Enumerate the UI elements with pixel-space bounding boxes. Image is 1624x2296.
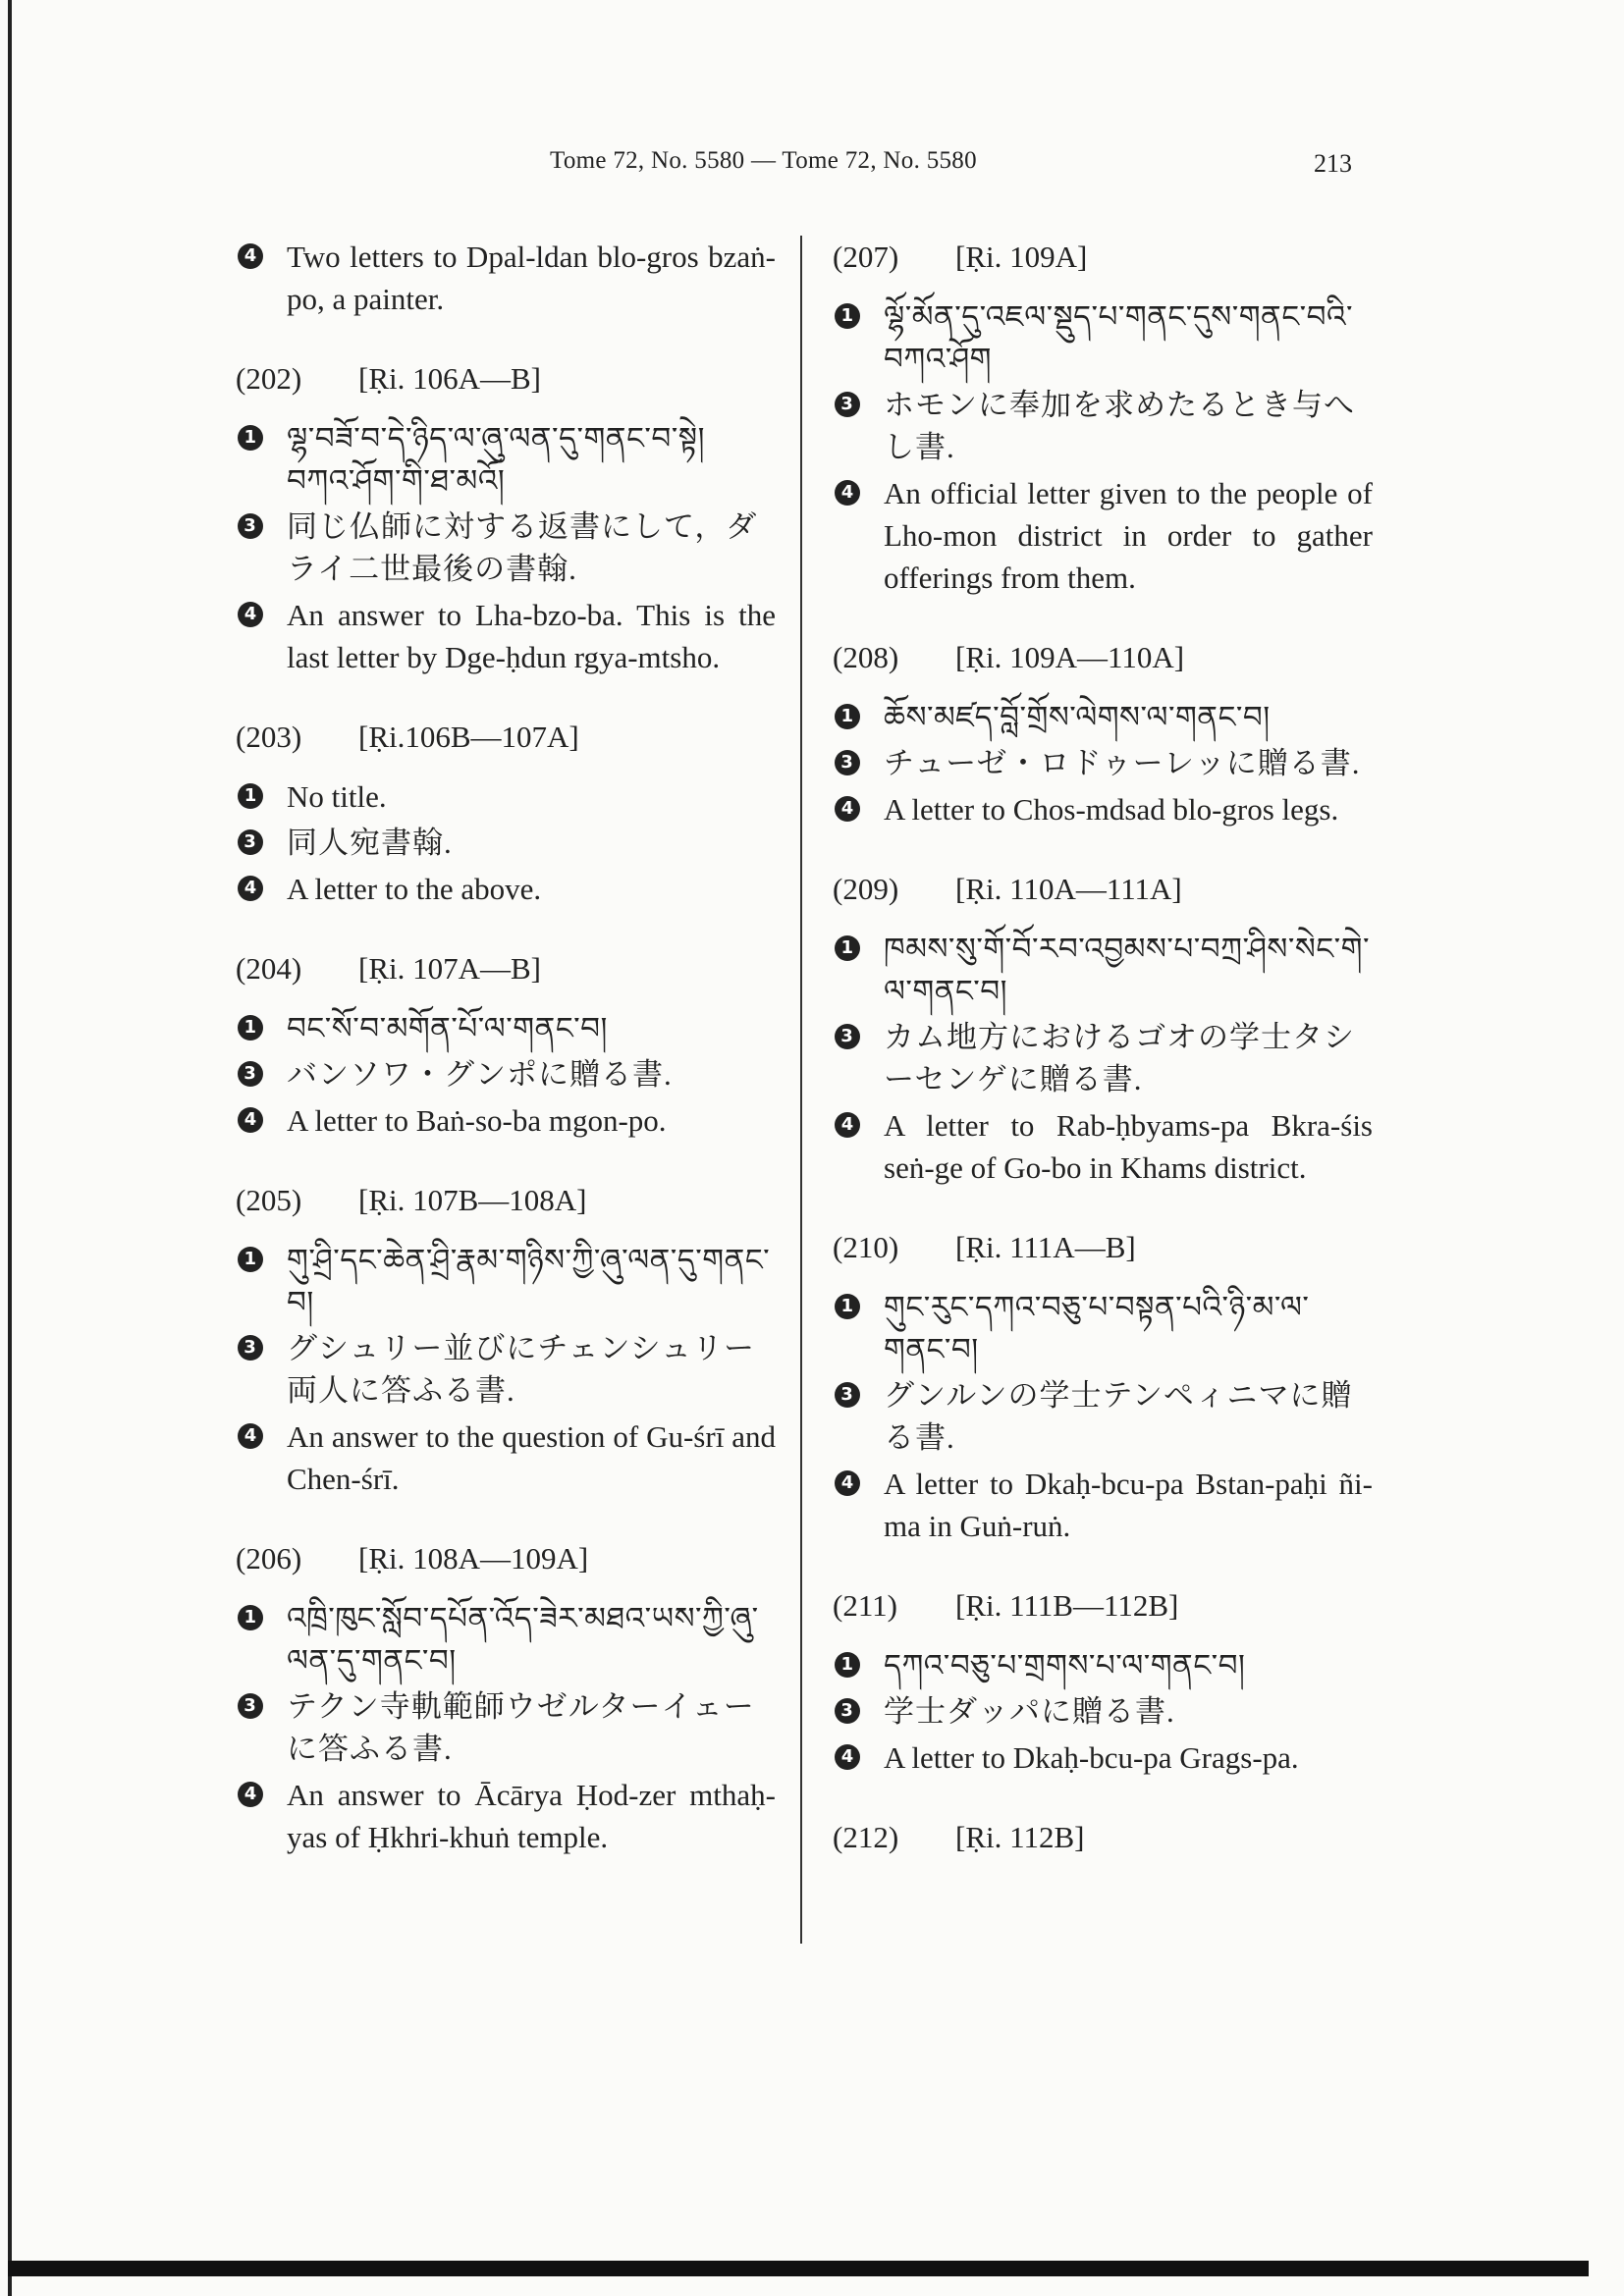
entry-reference: [Ṛi. 110A—111A] — [955, 872, 1182, 906]
entry-line-text: A letter to Chos-mdsad blo-gros legs. — [884, 792, 1339, 827]
catalog-entry — [236, 1179, 776, 1500]
bottom-rule — [8, 2261, 1589, 2276]
circled-number-marker: 3 — [835, 1698, 860, 1724]
entry-reference: [Ṛi. 112B] — [955, 1820, 1085, 1854]
entry-line — [833, 1016, 1373, 1100]
entry-line-text: འཁྲི་ཁུང་སློབ་དཔོན་འོད་ཟེར་མཐའ་ཡས་ཀྱི་ཞུ་ལན་དུ་གནང་བ། — [287, 1601, 759, 1678]
entry-line — [236, 775, 776, 818]
circled-number-marker: 1 — [835, 704, 860, 729]
entry-line — [236, 1774, 776, 1858]
catalog-entry — [833, 1226, 1373, 1547]
entry-line-text: A letter to Dkaḥ-bcu-pa Grags-pa. — [884, 1740, 1299, 1775]
entry-number: (210) — [833, 1230, 899, 1264]
entry-reference: [Ṛi. 107B—108A] — [358, 1183, 587, 1217]
entry-line-text: テクン寺軌範師ウゼルターイェーに答ふる書. — [287, 1689, 755, 1766]
entry-line — [236, 1327, 776, 1412]
entry-heading — [236, 1537, 776, 1579]
catalog-entry — [236, 716, 776, 910]
circled-number-marker: 3 — [238, 1693, 263, 1719]
scan-left-edge — [8, 0, 12, 2296]
circled-number-marker: 3 — [238, 1061, 263, 1087]
entry-line — [236, 1597, 776, 1682]
entry-line-text: An answer to the question of Gu-śrī and Chen-śrī. — [287, 1419, 776, 1496]
entry-line-text: 学士ダッパに贈る書. — [884, 1694, 1175, 1729]
entry-number: (206) — [236, 1541, 302, 1575]
entry-heading — [236, 716, 776, 758]
entry-line — [236, 1007, 776, 1049]
catalog-entry — [833, 236, 1373, 599]
entry-line — [833, 928, 1373, 1012]
entry-number: (205) — [236, 1183, 302, 1217]
entry-reference: [Ṛi. 109A] — [955, 240, 1088, 274]
entry-line — [833, 1286, 1373, 1370]
circled-number-marker: 1 — [835, 1294, 860, 1319]
circled-number-marker: 3 — [238, 513, 263, 539]
entry-line-text: A letter to Baṅ-so-ba mgon-po. — [287, 1103, 667, 1138]
entry-number: (209) — [833, 872, 899, 906]
page-number: 213 — [1314, 149, 1352, 178]
entry-line — [236, 1415, 776, 1500]
entry-line-text: དཀའ་བཅུ་པ་གྲགས་པ་ལ་གནང་བ། — [884, 1648, 1246, 1682]
entry-reference: [Ṛi. 111B—112B] — [955, 1588, 1179, 1623]
entry-number: (212) — [833, 1820, 899, 1854]
circled-number-marker: 1 — [835, 935, 860, 961]
entry-line — [236, 594, 776, 678]
entry-reference: [Ṛi. 109A—110A] — [955, 640, 1185, 674]
entry-heading — [833, 868, 1373, 910]
entry-line-text: ལྷ་བཟོ་བ་དེ་ཉིད་ལ་ཞུ་ལན་དུ་གནང་བ་སྟེ། བཀའ་ཤོག་གི་ཐ་མའོ། — [287, 421, 705, 498]
circled-number-marker: 4 — [238, 1423, 263, 1449]
entry-line-text: A letter to the above. — [287, 872, 542, 906]
entry-line — [833, 788, 1373, 830]
entry-line — [833, 472, 1373, 599]
entry-heading — [833, 1584, 1373, 1627]
circled-number-marker: 3 — [835, 392, 860, 417]
circled-number-marker: 1 — [238, 1015, 263, 1041]
entry-heading — [236, 1179, 776, 1221]
circled-number-marker: 4 — [238, 243, 263, 269]
entry-line — [236, 236, 776, 320]
circled-number-marker: 4 — [238, 1107, 263, 1133]
entry-heading — [833, 636, 1373, 678]
circled-number-marker: 1 — [238, 425, 263, 451]
circled-number-marker: 4 — [835, 1470, 860, 1496]
entry-line — [833, 1736, 1373, 1779]
entry-line-text: グシュリー並びにチェンシュリー両人に答ふる書. — [287, 1331, 756, 1408]
circled-number-marker: 3 — [238, 1335, 263, 1361]
entry-line — [236, 506, 776, 590]
entry-line — [236, 1099, 776, 1142]
entry-line-text: ལྷོ་མོན་དུ་འཇལ་སྡུད་པ་གནང་དུས་གནང་བའི་བཀའ་ཤོག — [884, 299, 1354, 376]
entry-number: (207) — [833, 240, 899, 274]
entry-line — [236, 822, 776, 864]
entry-heading — [236, 947, 776, 989]
entry-heading — [833, 236, 1373, 278]
circled-number-marker: 1 — [835, 1652, 860, 1678]
entry-line-text: An answer to Ācārya Ḥod-zer mthaḥ-yas of Ḥkhri-khuṅ temple. — [287, 1778, 776, 1854]
entry-line — [833, 1644, 1373, 1686]
page-header — [0, 147, 1624, 187]
catalog-entry — [236, 236, 776, 320]
circled-number-marker: 3 — [835, 750, 860, 775]
circled-number-marker: 4 — [835, 480, 860, 506]
entry-line-text: カム地方におけるゴオの学士タシーセンゲに贈る書. — [884, 1020, 1355, 1096]
entry-line — [236, 417, 776, 502]
entry-reference: [Ṛi. 106A—B] — [358, 361, 541, 396]
circled-number-marker: 3 — [238, 829, 263, 855]
circled-number-marker: 3 — [835, 1382, 860, 1408]
circled-number-marker: 4 — [238, 602, 263, 627]
entry-line — [833, 696, 1373, 738]
entry-line — [833, 1104, 1373, 1189]
entry-line — [236, 868, 776, 910]
entry-line-text: ཆོས་མཛད་བློ་གྲོས་ལེགས་ལ་གནང་བ། — [884, 700, 1271, 734]
running-title: Tome 72, No. 5580 — Tome 72, No. 5580 — [550, 147, 977, 174]
entry-number: (203) — [236, 720, 302, 754]
entry-line-text: バンソワ・グンポに贈る書. — [287, 1057, 673, 1092]
entry-line-text: チューゼ・ロドゥーレッに贈る書. — [884, 746, 1361, 780]
entry-line-text: Two letters to Dpal-ldan blo-gros bzaṅ-po, a painter. — [287, 240, 776, 316]
catalog-entry — [236, 357, 776, 678]
circled-number-marker: 1 — [238, 1247, 263, 1272]
entry-reference: [Ṛi. 108A—109A] — [358, 1541, 589, 1575]
entry-line — [833, 1690, 1373, 1733]
entry-line-text: གུང་རུང་དཀའ་བཅུ་པ་བསྟན་པའི་ཉི་མ་ལ་གནང་བ། — [884, 1290, 1310, 1366]
entry-number: (211) — [833, 1588, 897, 1623]
entry-line-text: An answer to Lha-bzo-ba. This is the last letter by Dge-ḥdun rgya-mtsho. — [287, 598, 776, 674]
entry-line — [236, 1053, 776, 1095]
entry-line-text: 同人宛書翰. — [287, 826, 453, 860]
circled-number-marker: 4 — [835, 1744, 860, 1770]
entry-heading — [833, 1816, 1373, 1858]
entry-line-text: 同じ仏師に対する返書にして，ダライ二世最後の書翰. — [287, 509, 758, 586]
entry-line — [833, 742, 1373, 784]
entry-number: (208) — [833, 640, 899, 674]
catalog-entry — [833, 1816, 1373, 1858]
circled-number-marker: 4 — [835, 796, 860, 822]
entry-line-text: A letter to Rab-ḥbyams-pa Bkra-śis seṅ-ge of Go-bo in Khams district. — [884, 1108, 1373, 1185]
column-divider — [800, 236, 802, 1944]
circled-number-marker: 1 — [835, 303, 860, 329]
entry-line — [833, 1374, 1373, 1459]
circled-number-marker: 4 — [238, 876, 263, 901]
left-column — [236, 236, 776, 1862]
entry-line-text: ホモンに奉加を求めたるとき与へし書. — [884, 388, 1355, 464]
entry-line-text: A letter to Dkaḥ-bcu-pa Bstan-paḥi ñi-ma in Guṅ-ruṅ. — [884, 1467, 1373, 1543]
entry-number: (202) — [236, 361, 302, 396]
catalog-entry — [236, 1537, 776, 1858]
entry-line — [236, 1685, 776, 1770]
circled-number-marker: 1 — [238, 783, 263, 809]
circled-number-marker: 1 — [238, 1605, 263, 1630]
catalog-entry — [833, 636, 1373, 830]
entry-line — [833, 295, 1373, 380]
entry-reference: [Ṛi.106B—107A] — [358, 720, 579, 754]
entry-heading — [833, 1226, 1373, 1268]
entry-reference: [Ṛi. 111A—B] — [955, 1230, 1136, 1264]
entry-line-text: An official letter given to the people of Lho-mon district in order to gather offerings from them. — [884, 476, 1373, 595]
entry-line-text: ཁམས་སུ་གོ་བོ་རབ་འབྱམས་པ་བཀྲ་ཤིས་སེང་གེ་ལ་གནང་བ། — [884, 932, 1371, 1008]
entry-line-text: བང་སོ་བ་མགོན་པོ་ལ་གནང་བ། — [287, 1011, 608, 1045]
entry-line-text: No title. — [287, 779, 387, 814]
catalog-entry — [833, 1584, 1373, 1779]
circled-number-marker: 4 — [238, 1782, 263, 1807]
entry-line — [833, 1463, 1373, 1547]
entry-heading — [236, 357, 776, 400]
entry-line-text: གུ་ཤྲི་དང་ཆེན་ཤྲི་རྣམ་གཉིས་ཀྱི་ཞུ་ལན་དུ་གནང་བ། — [287, 1243, 771, 1319]
entry-number: (204) — [236, 951, 302, 986]
catalog-entry — [833, 868, 1373, 1189]
entry-line — [236, 1239, 776, 1323]
entry-line-text: グンルンの学士テンペィニマに贈る書. — [884, 1378, 1353, 1455]
circled-number-marker: 4 — [835, 1112, 860, 1138]
entry-line — [833, 384, 1373, 468]
catalog-entry — [236, 947, 776, 1142]
entry-reference: [Ṛi. 107A—B] — [358, 951, 541, 986]
right-column — [833, 236, 1373, 1876]
circled-number-marker: 3 — [835, 1024, 860, 1049]
